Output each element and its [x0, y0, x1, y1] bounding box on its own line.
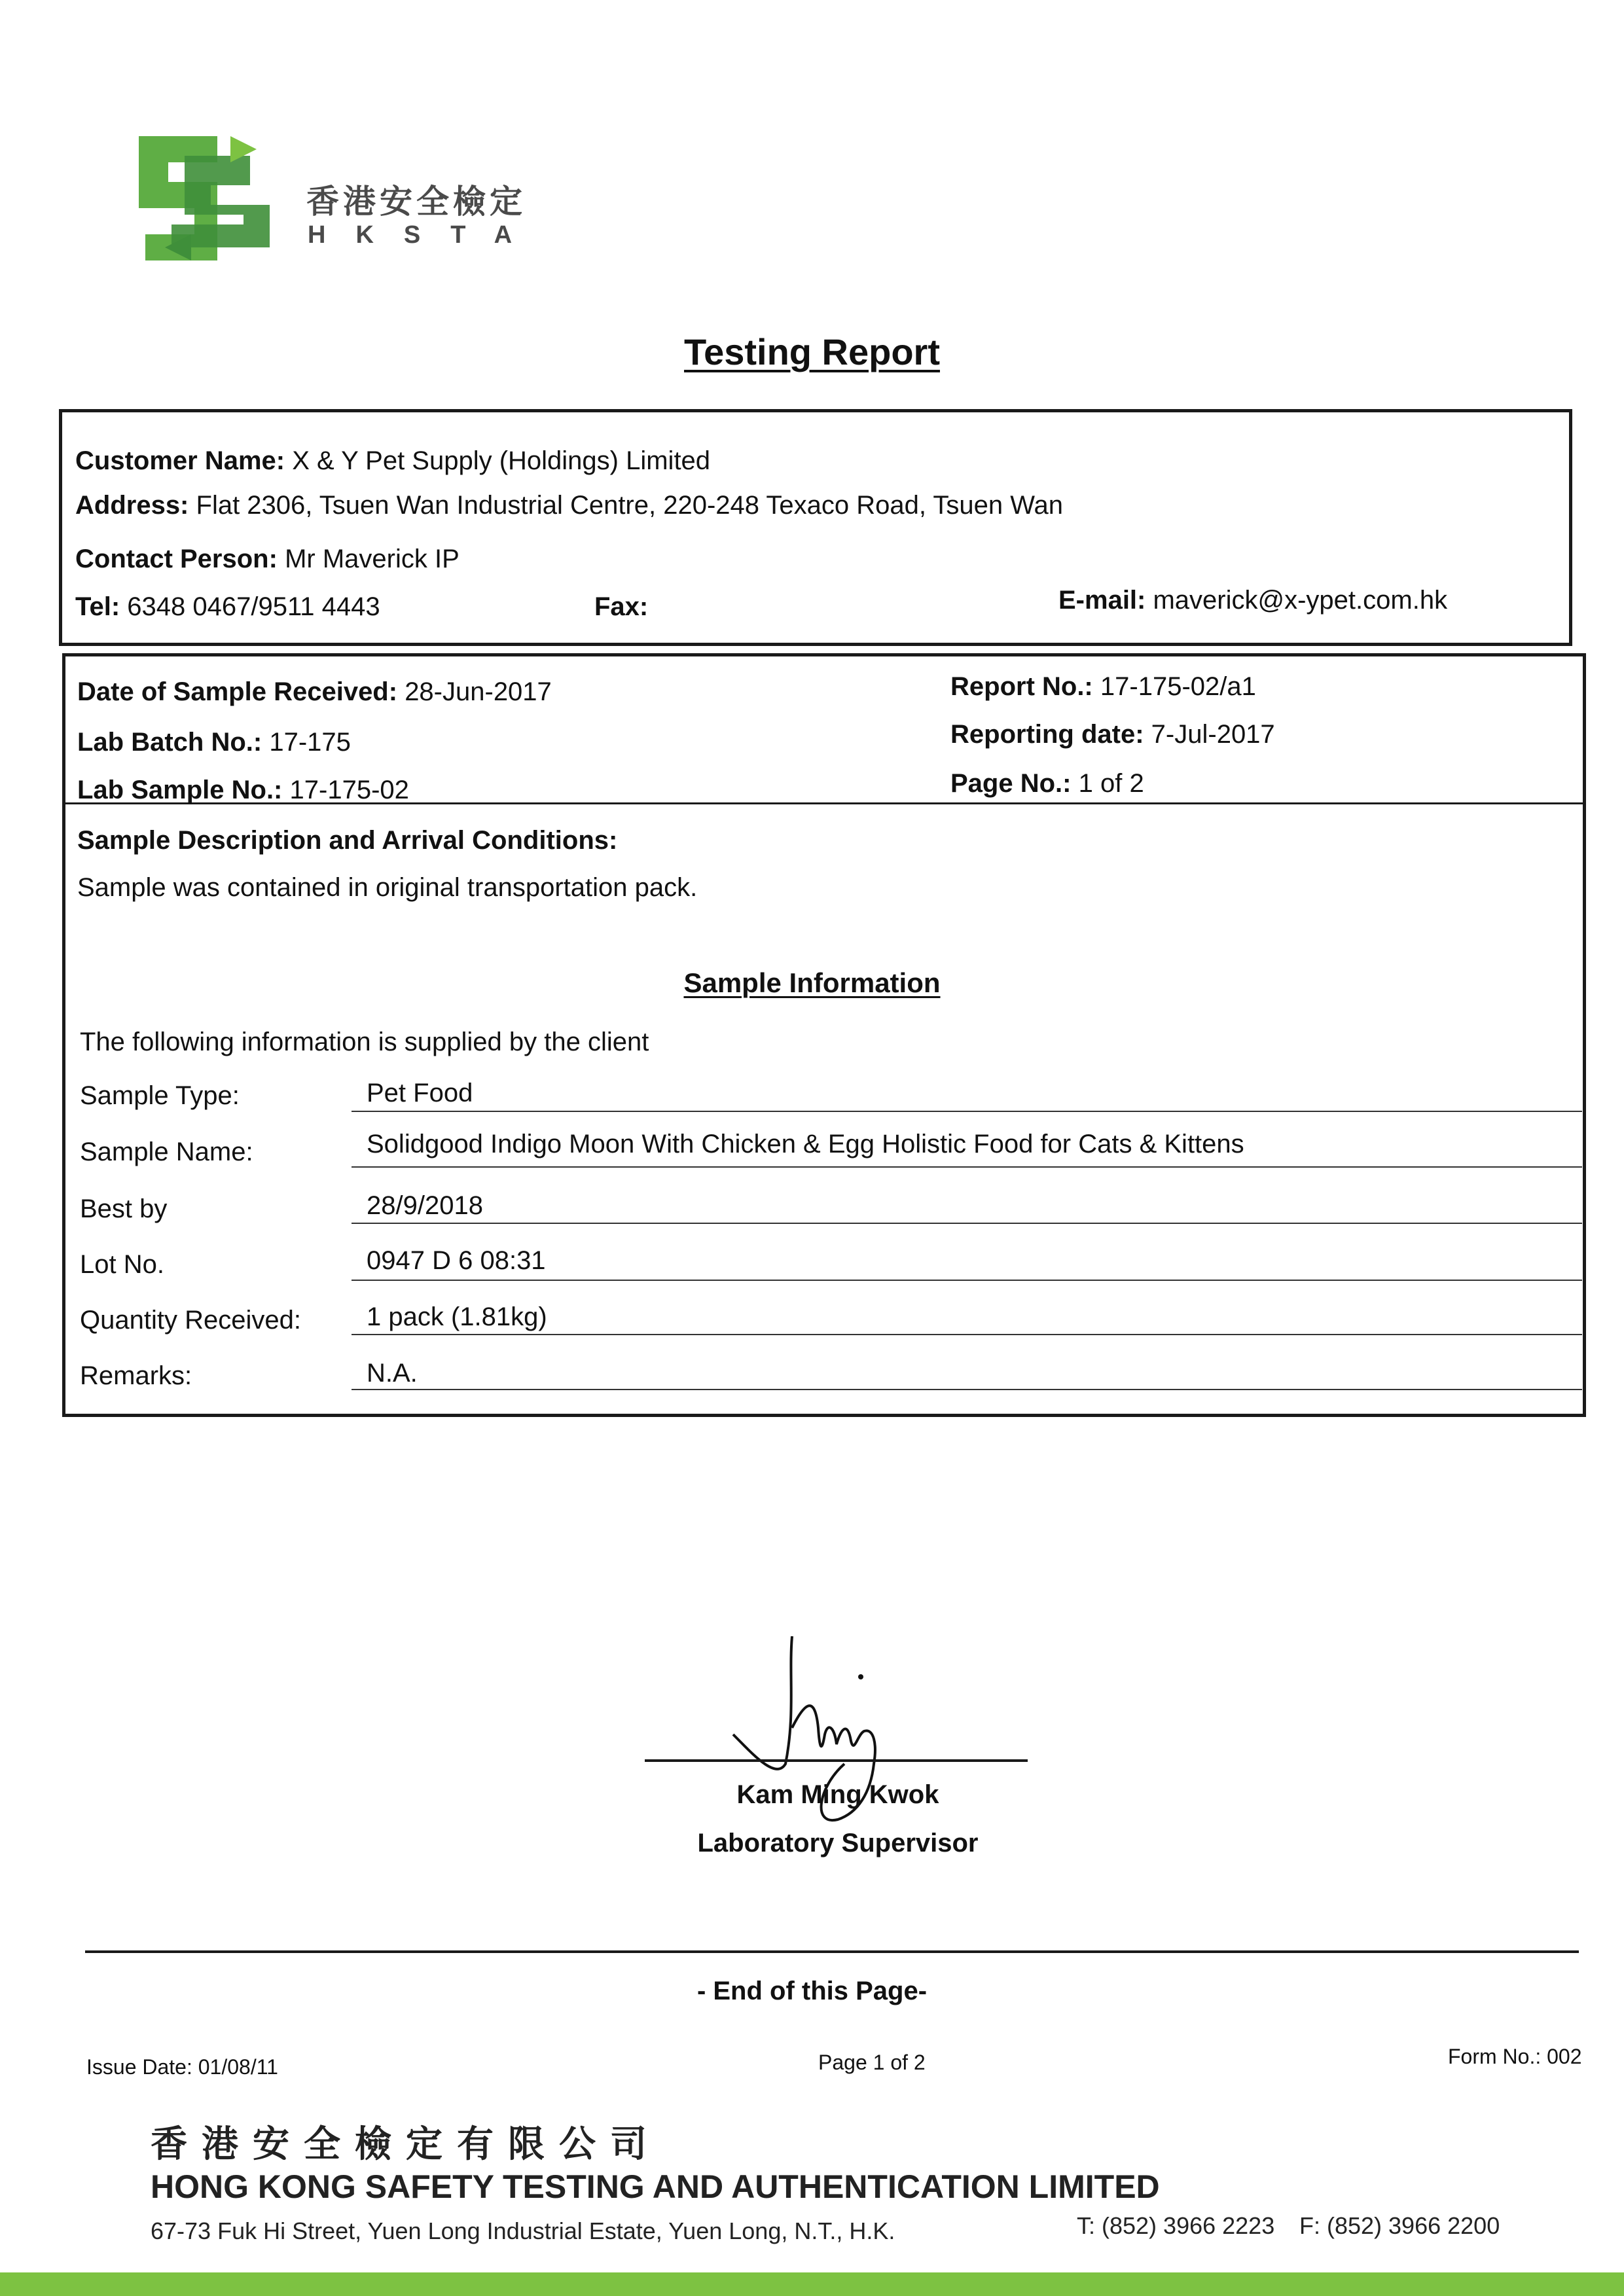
- lab-batch-field: Lab Batch No.: 17-175: [77, 728, 351, 757]
- address-field: Address: Flat 2306, Tsuen Wan Industrial Centre, 220-248 Texaco Road, Tsuen Wan: [75, 491, 1064, 520]
- date-received-field: Date of Sample Received: 28-Jun-2017: [77, 677, 552, 706]
- lot-no-value: 0947 D 6 08:31: [367, 1246, 546, 1275]
- row-underline: [352, 1166, 1582, 1168]
- company-fax: F: (852) 3966 2200: [1299, 2212, 1500, 2239]
- remarks-label: Remarks:: [80, 1361, 192, 1390]
- fax-field: Fax:: [594, 592, 649, 621]
- footer-divider: [85, 1950, 1579, 1953]
- company-phone: T: (852) 3966 2223: [1077, 2212, 1275, 2239]
- quantity-received-label: Quantity Received:: [80, 1306, 301, 1335]
- lab-sample-field: Lab Sample No.: 17-175-02: [77, 776, 409, 804]
- row-underline: [352, 1280, 1582, 1281]
- quantity-received-value: 1 pack (1.81kg): [367, 1302, 547, 1331]
- contact-person-field: Contact Person: Mr Maverick IP: [75, 545, 460, 573]
- best-by-label: Best by: [80, 1194, 168, 1223]
- signatory-name: Kam Ming Kwok: [736, 1780, 939, 1809]
- row-underline: [352, 1334, 1582, 1335]
- report-title: Testing Report: [684, 331, 940, 372]
- sample-type-label: Sample Type:: [80, 1081, 240, 1110]
- remarks-value: N.A.: [367, 1359, 418, 1388]
- row-underline: [352, 1389, 1582, 1390]
- tel-field: Tel: 6348 0467/9511 4443: [75, 592, 380, 621]
- issue-date: Issue Date: 01/08/11: [86, 2055, 278, 2079]
- customer-name-field: Customer Name: X & Y Pet Supply (Holdings) Limited: [75, 446, 711, 475]
- row-underline: [352, 1111, 1582, 1112]
- description-text: Sample was contained in original transportation pack.: [77, 873, 698, 902]
- page-number: Page 1 of 2: [818, 2051, 926, 2074]
- hksta-logo: [139, 136, 289, 260]
- company-name-english: HONG KONG SAFETY TESTING AND AUTHENTICATION LIMITED: [151, 2168, 1160, 2205]
- page-no-field: Page No.: 1 of 2: [950, 769, 1144, 798]
- company-address: 67-73 Fuk Hi Street, Yuen Long Industrial Estate, Yuen Long, N.T., H.K.: [151, 2217, 895, 2244]
- form-number: Form No.: 002: [1448, 2045, 1582, 2068]
- best-by-value: 28/9/2018: [367, 1191, 483, 1220]
- email-field: E-mail: maverick@x-ypet.com.hk: [1058, 586, 1448, 615]
- sample-name-value: Solidgood Indigo Moon With Chicken & Egg Holistic Food for Cats & Kittens: [367, 1130, 1244, 1158]
- sample-information-heading: Sample Information: [683, 967, 941, 998]
- sample-name-label: Sample Name:: [80, 1138, 253, 1166]
- sample-info-intro: The following information is supplied by the client: [80, 1028, 649, 1056]
- footer-green-bar: [0, 2272, 1624, 2296]
- description-heading: Sample Description and Arrival Conditions:: [77, 826, 618, 855]
- company-name-chinese: 香港安全檢定有限公司: [151, 2123, 661, 2164]
- row-underline: [352, 1223, 1582, 1224]
- lot-no-label: Lot No.: [80, 1250, 164, 1279]
- sample-type-value: Pet Food: [367, 1079, 473, 1107]
- end-of-page-text: - End of this Page-: [696, 1977, 928, 2005]
- logo-english-text: HKSTA: [308, 221, 543, 249]
- signatory-role: Laboratory Supervisor: [697, 1829, 979, 1857]
- signature-line: [645, 1759, 1028, 1762]
- report-no-field: Report No.: 17-175-02/a1: [950, 672, 1256, 701]
- reporting-date-field: Reporting date: 7-Jul-2017: [950, 720, 1275, 749]
- logo-chinese-text: 香港安全檢定: [306, 183, 526, 220]
